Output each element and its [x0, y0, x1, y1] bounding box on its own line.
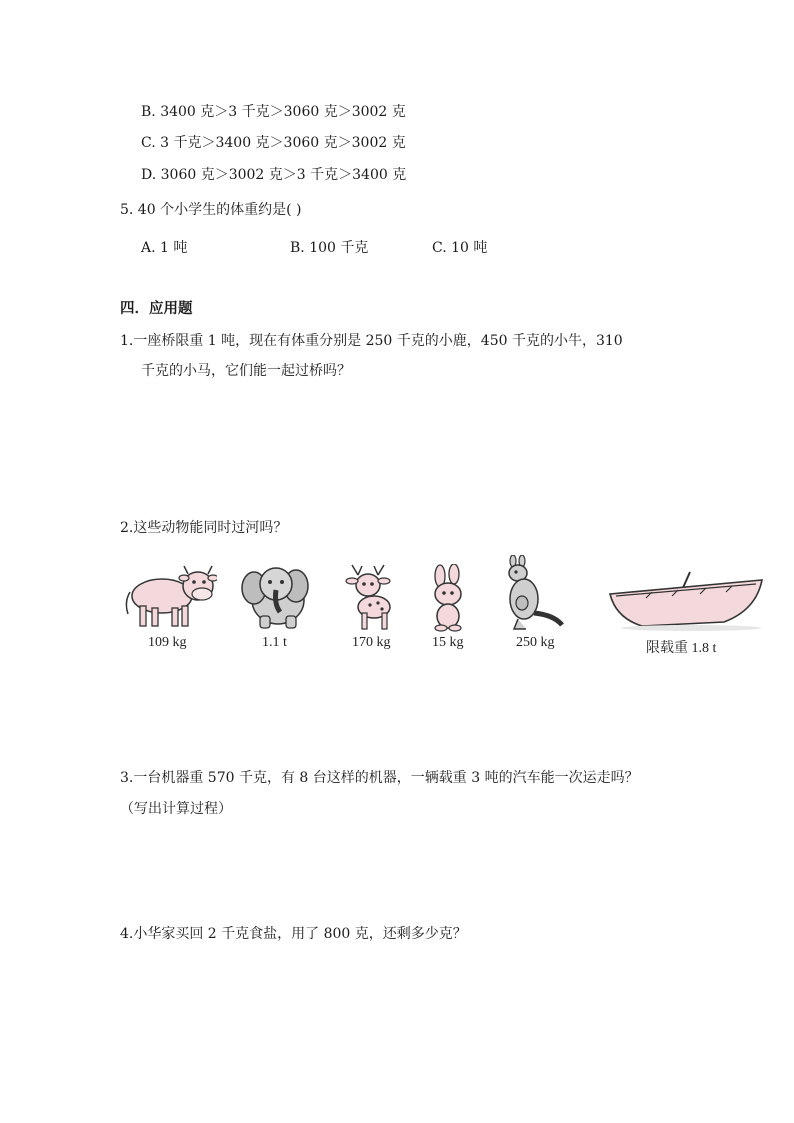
elephant-icon [240, 560, 315, 632]
boat-icon [606, 570, 768, 632]
section-title: 四．应用题 [120, 300, 193, 317]
cow-weight: 109 kg [148, 635, 187, 650]
q5-option-a: A. 1 吨 [141, 240, 188, 256]
cow-icon [122, 562, 217, 632]
q5-option-c: C. 10 吨 [432, 240, 488, 256]
elephant-weight: 1.1 t [262, 635, 287, 650]
choice-c: C. 3 千克＞3400 克＞3060 克＞3002 克 [141, 135, 406, 151]
problem-1-line-2: 千克的小马，它们能一起过桥吗？ [141, 363, 351, 379]
problem-4: 4.小华家买回 2 千克食盐，用了 800 克，还剩多少克？ [120, 926, 467, 942]
problem-1-line-1: 1.一座桥限重 1 吨，现在有体重分别是 250 千克的小鹿，450 千克的小牛，310 [120, 333, 623, 349]
q5-stem: 5. 40 个小学生的体重约是( ) [120, 202, 302, 218]
problem-2: 2.这些动物能同时过河吗？ [120, 520, 288, 536]
rabbit-weight: 15 kg [432, 635, 464, 650]
deer-icon [340, 563, 400, 633]
rabbit-icon [426, 564, 471, 632]
problem-3-line-1: 3.一台机器重 570 千克，有 8 台这样的机器，一辆载重 3 吨的汽车能一次运走吗？ [120, 770, 639, 786]
choice-b: B. 3400 克＞3 千克＞3060 克＞3002 克 [141, 104, 406, 120]
problem-3-line-2: （写出计算过程） [120, 801, 232, 817]
choice-d: D. 3060 克＞3002 克＞3 千克＞3400 克 [141, 167, 407, 183]
deer-weight: 170 kg [352, 635, 391, 650]
q5-option-b: B. 100 千克 [290, 240, 369, 256]
boat-label: 限载重 1.8 t [646, 641, 717, 656]
kangaroo-weight: 250 kg [516, 635, 555, 650]
kangaroo-icon [500, 555, 565, 633]
